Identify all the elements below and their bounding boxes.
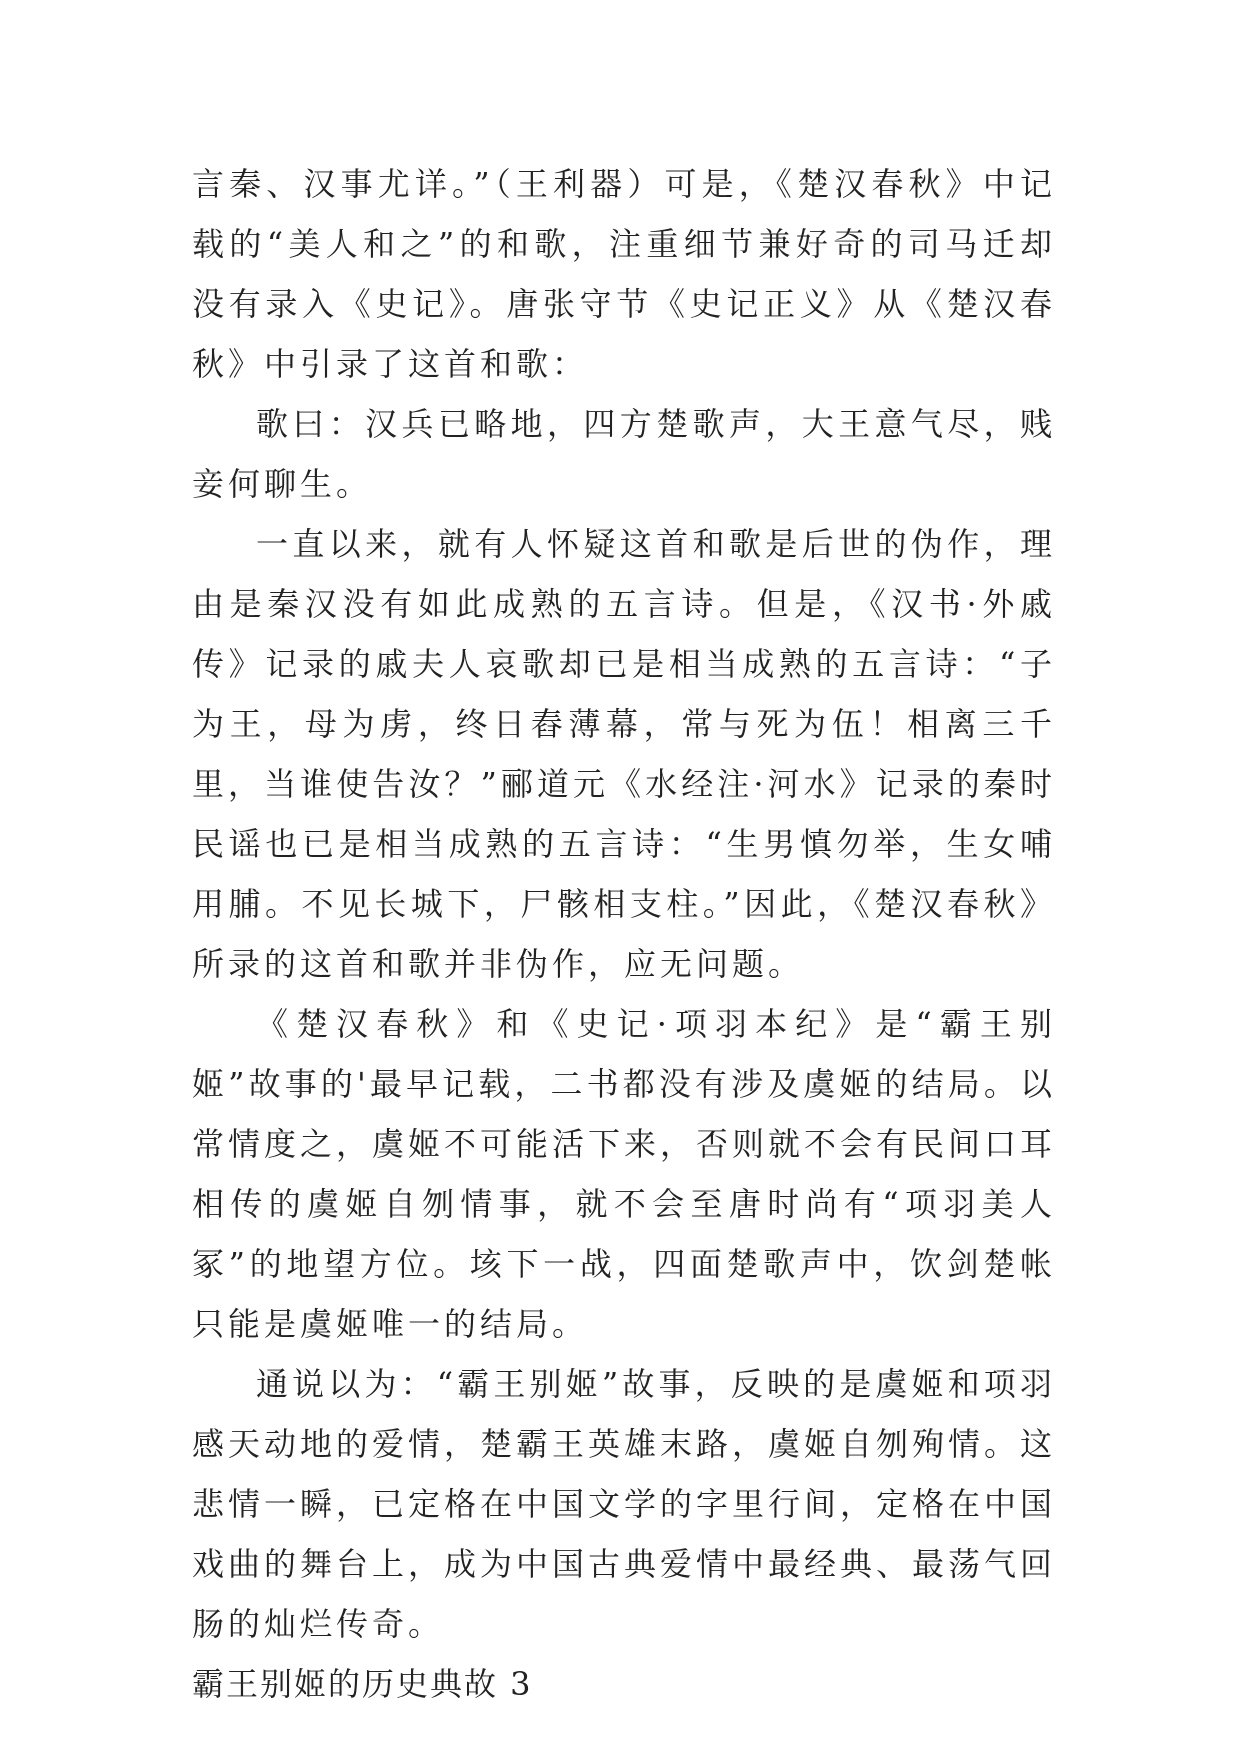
paragraph-2-song: 歌曰：汉兵已略地，四方楚歌声，大王意气尽，贱妾何聊生。	[192, 405, 1056, 503]
document-body	[192, 154, 1056, 1714]
section-heading: 霸王别姬的历史典故 3	[192, 1665, 533, 1703]
paragraph-3: 一直以来，就有人怀疑这首和歌是后世的伪作，理由是秦汉没有如此成熟的五言诗。但是，《汉书·外戚传》记录的戚夫人哀歌却已是相当成熟的五言诗：“子为王，母为虏，终日舂薄幕，常与死为伍！相离三千里，当谁使告汝？”郦道元《水经注·河水》记录的秦时民谣也已是相当成熟的五言诗：“生男慎勿举，生女哺用脯。不见长城下，尸骸相支柱。”因此，《楚汉春秋》所录的这首和歌并非伪作，应无问题。	[192, 525, 1056, 983]
paragraph-1: 言秦、汉事尤详。”（王利器）可是，《楚汉春秋》中记载的“美人和之”的和歌，注重细节兼好奇的司马迁却没有录入《史记》。唐张守节《史记正义》从《楚汉春秋》中引录了这首和歌：	[192, 165, 1056, 383]
paragraph-5: 通说以为：“霸王别姬”故事，反映的是虞姬和项羽感天动地的爱情，楚霸王英雄末路，虞姬自刎殉情。这悲情一瞬，已定格在中国文学的字里行间，定格在中国戏曲的舞台上，成为中国古典爱情中最经典、最荡气回肠的灿烂传奇。	[192, 1365, 1057, 1643]
paragraph-4: 《楚汉春秋》和《史记·项羽本纪》是“霸王别姬”故事的'最早记载，二书都没有涉及虞姬的结局。以常情度之，虞姬不可能活下来，否则就不会有民间口耳相传的虞姬自刎情事，就不会至唐时尚有“项羽美人冢”的地望方位。垓下一战，四面楚歌声中，饮剑楚帐只能是虞姬唯一的结局。	[192, 1005, 1057, 1343]
